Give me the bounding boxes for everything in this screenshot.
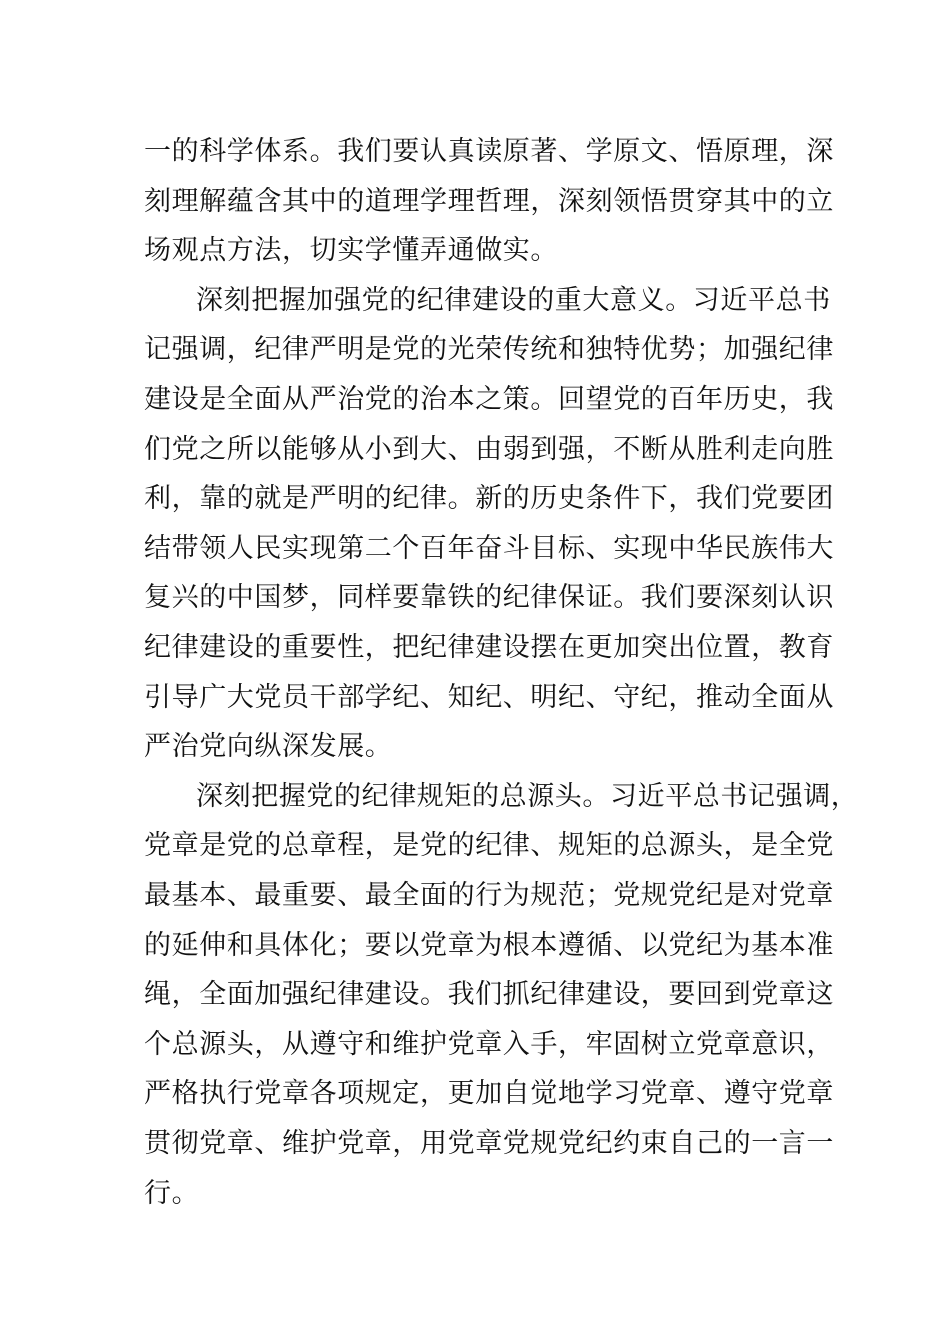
paragraph-line: 利，靠的就是严明的纪律。新的历史条件下，我们党要团 <box>144 483 834 514</box>
paragraph-line: 行。 <box>144 1178 200 1209</box>
paragraph-line: 引导广大党员干部学纪、知纪、明纪、守纪，推动全面从 <box>144 682 834 713</box>
paragraph-line: 贯彻党章、维护党章，用党章党规党纪约束自己的一言一 <box>144 1128 834 1159</box>
paragraph-line: 们党之所以能够从小到大、由弱到强，不断从胜利走向胜 <box>144 434 834 465</box>
paragraph-line: 深刻把握加强党的纪律建设的重大意义。习近平总书 <box>196 285 831 316</box>
paragraph-line: 场观点方法，切实学懂弄通做实。 <box>144 235 558 266</box>
paragraph-line: 绳，全面加强纪律建设。我们抓纪律建设，要回到党章这 <box>144 979 834 1010</box>
paragraph-line: 严治党向纵深发展。 <box>144 731 393 762</box>
paragraph-line: 最基本、最重要、最全面的行为规范；党规党纪是对党章 <box>144 880 834 911</box>
paragraph-line: 党章是党的总章程，是党的纪律、规矩的总源头，是全党 <box>144 830 834 861</box>
paragraph-line: 深刻把握党的纪律规矩的总源头。习近平总书记强调， <box>196 781 859 812</box>
paragraph-line: 纪律建设的重要性，把纪律建设摆在更加突出位置，教育 <box>144 632 834 663</box>
paragraph-line: 复兴的中国梦，同样要靠铁的纪律保证。我们要深刻认识 <box>144 582 834 613</box>
paragraph-line: 刻理解蕴含其中的道理学理哲理，深刻领悟贯穿其中的立 <box>144 186 834 217</box>
paragraph-line: 的延伸和具体化；要以党章为根本遵循、以党纪为基本准 <box>144 930 834 961</box>
paragraph-line: 一的科学体系。我们要认真读原著、学原文、悟原理，深 <box>144 136 834 167</box>
paragraph-line: 个总源头，从遵守和维护党章入手，牢固树立党章意识， <box>144 1029 834 1060</box>
paragraph-line: 严格执行党章各项规定，更加自觉地学习党章、遵守党章 <box>144 1078 834 1109</box>
paragraph-line: 记强调，纪律严明是党的光荣传统和独特优势；加强纪律 <box>144 334 834 365</box>
paragraph-line: 建设是全面从严治党的治本之策。回望党的百年历史，我 <box>144 384 834 415</box>
paragraph-line: 结带领人民实现第二个百年奋斗目标、实现中华民族伟大 <box>144 533 834 564</box>
